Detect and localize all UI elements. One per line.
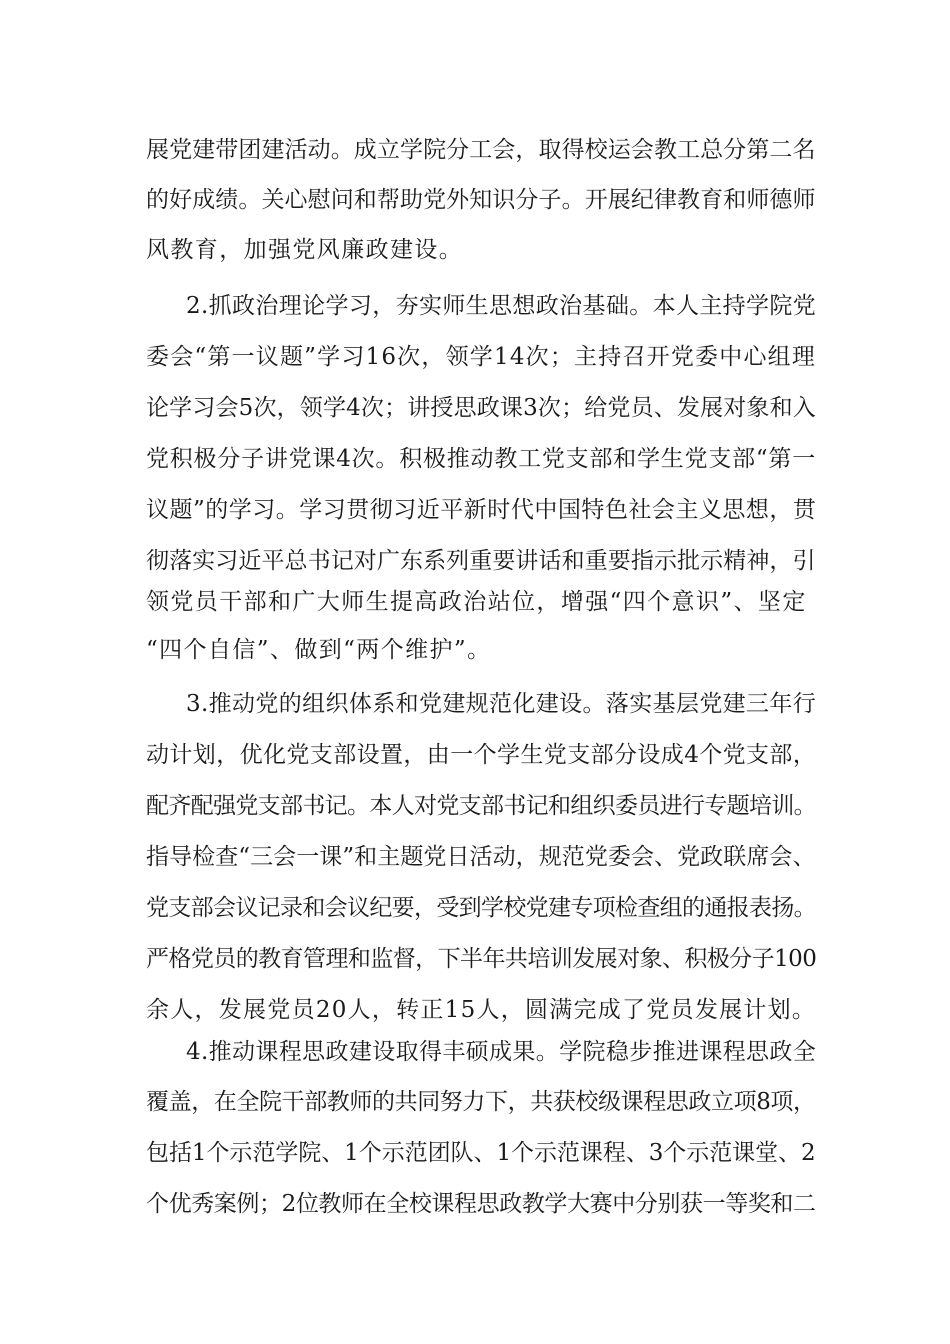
text-line: 领党员干部和广大师生提高政治站位，增强“四个意识”、坚定 — [146, 589, 807, 615]
text-line: 彻落实习近平总书记对广东系列重要讲话和重要指示批示精神，引 — [146, 548, 816, 574]
paragraph-4-start: 4.推动课程思政建设取得丰硕成果。学院稳步推进课程思政全 — [186, 1039, 817, 1065]
text-line: 个优秀案例；2位教师在全校课程思政教学大赛中分别获一等奖和二 — [146, 1191, 816, 1217]
paragraph-3-start: 3.推动党的组织体系和党建规范化建设。落实基层党建三年行 — [186, 691, 817, 717]
text-line: 余人，发展党员20人，转正15人，圆满完成了党员发展计划。 — [146, 997, 817, 1023]
text-line: 展党建带团建活动。成立学院分工会，取得校运会教工总分第二名 — [146, 137, 816, 163]
text-line: 严格党员的教育管理和监督，下半年共培训发展对象、积极分子100 — [146, 946, 817, 972]
text-line: 论学习会5次，领学4次；讲授思政课3次；给党员、发展对象和入 — [146, 395, 816, 421]
text-line: 委会“第一议题”学习16次，领学14次；主持召开党委中心组理 — [146, 344, 817, 370]
text-line: 动计划，优化党支部设置，由一个学生党支部分设成4个党支部， — [146, 742, 817, 768]
text-line: 的好成绩。关心慰问和帮助党外知识分子。开展纪律教育和师德师 — [146, 187, 816, 213]
text-line: 覆盖，在全院干部教师的共同努力下，共获校级课程思政立项8项， — [146, 1089, 816, 1115]
text-line: 风教育，加强党风廉政建设。 — [146, 237, 464, 263]
text-line: 指导检查“三会一课”和主题党日活动，规范党委会、党政联席会、 — [146, 844, 816, 870]
text-line: “四个自信”、做到“两个维护”。 — [146, 637, 492, 663]
text-line: 配齐配强党支部书记。本人对党支部书记和组织委员进行专题培训。 — [146, 793, 817, 819]
text-line: 党支部会议记录和会议纪要，受到学校党建专项检查组的通报表扬。 — [146, 895, 817, 921]
text-line: 党积极分子讲党课4次。积极推动教工党支部和学生党支部“第一 — [146, 446, 816, 472]
text-line: 议题”的学习。学习贯彻习近平新时代中国特色社会主义思想，贯 — [146, 497, 817, 523]
paragraph-2-start: 2.抓政治理论学习，夯实师生思想政治基础。本人主持学院党 — [186, 293, 817, 319]
text-line: 包括1个示范学院、1个示范团队、1个示范课程、3个示范课堂、2 — [146, 1140, 816, 1166]
